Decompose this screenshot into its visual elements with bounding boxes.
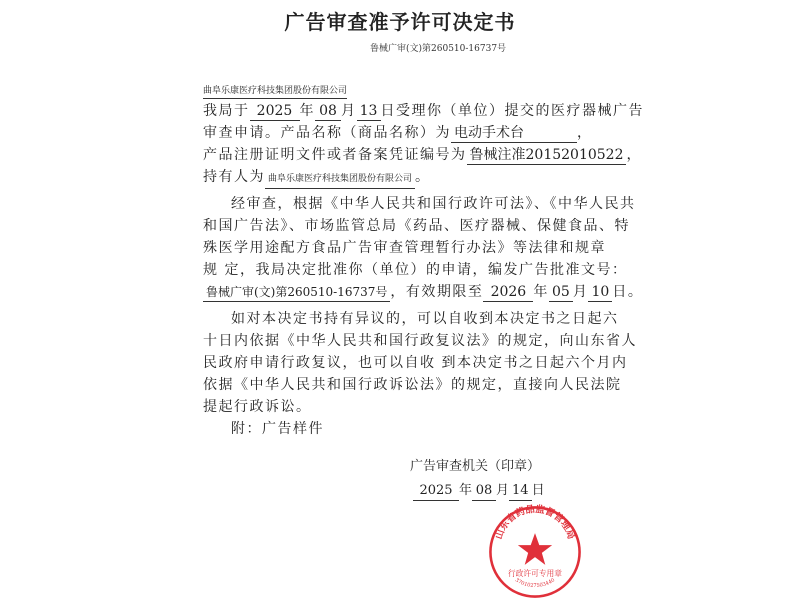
document-body [203, 100, 643, 440]
paragraph-2-line: 殊医学用途配方食品广告审查管理暂行办法》等法律和规章 [203, 240, 606, 256]
paragraph-3-line: 民政府申请行政复议，也可以自收 到本决定书之日起六个月内 [203, 355, 628, 371]
text: 月 [572, 284, 589, 300]
text: 我局于 [203, 103, 250, 119]
paragraph-2-line: 和国广告法》、市场监管总局《药品、医疗器械、保健食品、特 [203, 218, 630, 234]
sign-day: 14 [509, 482, 532, 501]
accept-month: 08 [315, 102, 341, 121]
stamp-code: 3701027503440 [513, 577, 557, 590]
text: 日。 [612, 284, 644, 300]
text: 日 [531, 483, 545, 498]
text: 月 [496, 483, 510, 498]
accept-day: 13 [357, 102, 381, 121]
page-title: 广告审查准予许可决定书 [284, 10, 516, 34]
star-icon [518, 533, 552, 565]
text: 年 [299, 103, 315, 119]
sign-month: 08 [472, 482, 496, 501]
text: ， [626, 147, 642, 163]
paragraph-2-line: 经审查，根据《中华人民共和国行政许可法》、《中华人民共 [231, 196, 636, 212]
recipient: 曲阜乐康医疗科技集团股份有限公司 [203, 84, 347, 99]
official-stamp [487, 504, 583, 600]
text: ，有效期限至 [390, 284, 484, 300]
paragraph-2-line: 规 定，我局决定批准你（单位）的申请，编发广告批准文号： [203, 262, 628, 278]
text: 月 [341, 103, 357, 119]
text: 年 [533, 284, 549, 300]
paragraph-1-line-3 [203, 144, 643, 166]
paragraph-3-line: 如对本决定书持有异议的，可以自收到本决定书之日起六 [231, 311, 619, 327]
approval-number: 鲁械广审(文)第260510-16737号 [203, 283, 390, 302]
text: 。 [415, 169, 431, 185]
holder: 曲阜乐康医疗科技集团股份有限公司 [265, 170, 415, 189]
paragraph-1-line-1 [203, 100, 643, 122]
valid-day: 10 [588, 283, 612, 302]
text: 年 [459, 483, 473, 498]
attachment: 附：广告样件 [231, 421, 324, 437]
paragraph-3-line: 十日内依据《中华人民共和国行政复议法》的规定，向山东省人 [203, 333, 637, 349]
paragraph-3-line: 提起行政诉讼。 [203, 399, 312, 415]
text: 日受理你（单位）提交的医疗器械广告 [380, 103, 644, 119]
signature-date [413, 482, 545, 501]
valid-month: 05 [549, 283, 573, 302]
text: ， [577, 125, 593, 141]
accept-year: 2025 [250, 102, 300, 121]
paragraph-2-line-5 [203, 281, 643, 303]
authority-label: 广告审查机关（印章） [410, 459, 541, 474]
document-number: 鲁械广审(文)第260510-16737号 [370, 44, 507, 54]
text: 产品注册证明文件或者备案凭证编号为 [203, 147, 467, 163]
text: 持有人为 [203, 169, 265, 185]
text: 审查申请。产品名称（商品名称）为 [203, 125, 451, 141]
sign-year: 2025 [413, 482, 459, 501]
paragraph-1-line-2 [203, 122, 643, 144]
registration-number: 鲁械注准20152010522 [467, 146, 627, 165]
paragraph-1-line-4 [203, 166, 643, 188]
valid-year: 2026 [483, 283, 533, 302]
paragraph-3-line: 依据《中华人民共和国行政诉讼法》的规定，直接向人民法院 [203, 377, 622, 393]
stamp-bottom-text: 行政许可专用章 [508, 569, 562, 578]
stamp-top-text: 山东省药品监督管理局 [493, 504, 577, 541]
product-name: 电动手术台 [451, 124, 577, 143]
